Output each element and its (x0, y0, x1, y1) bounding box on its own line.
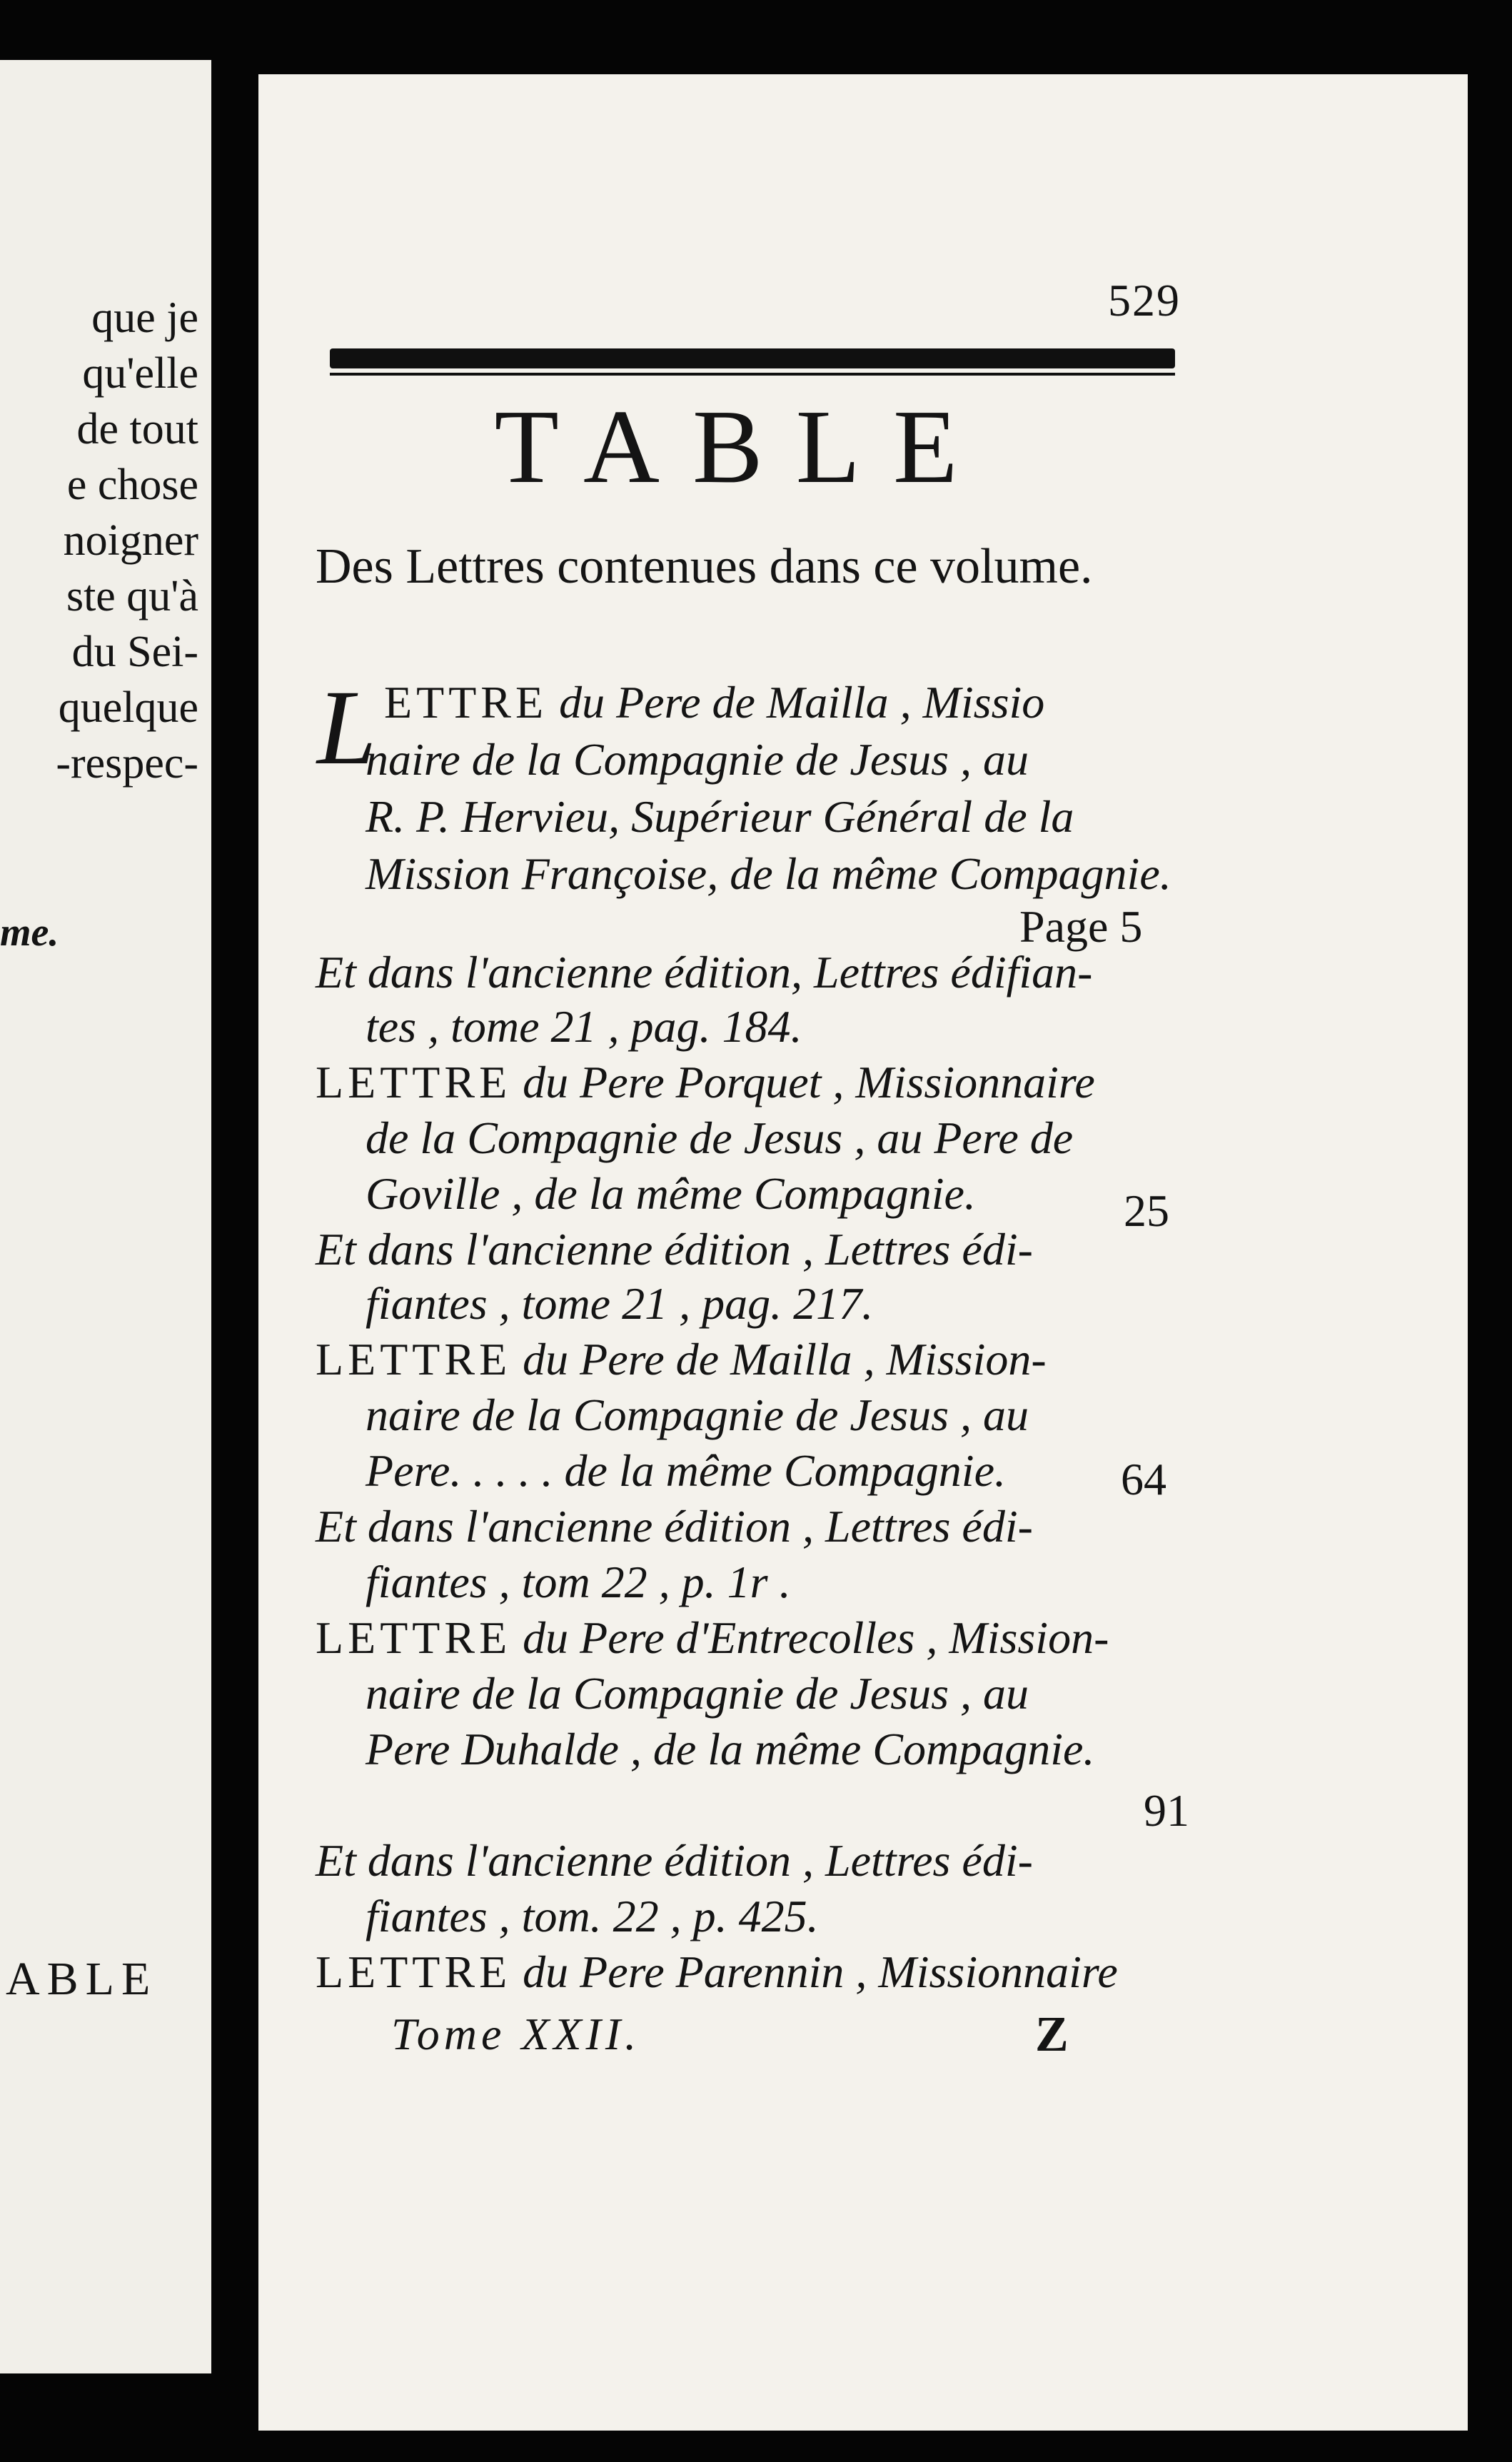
table-of-contents (258, 74, 1468, 2431)
entry-line (316, 1946, 1118, 1997)
entry-line: Pere Duhalde , de la même Compagnie. (366, 1724, 1095, 1774)
entry-page-ref: Page 5 (1019, 901, 1143, 952)
entry-line: Et dans l'ancienne édition , Lettres édi- (316, 1835, 1033, 1886)
left-page-line: quelque (58, 683, 198, 732)
entry-heading: LETTRE (316, 1612, 512, 1663)
right-page (258, 74, 1468, 2431)
entry-heading: LETTRE (316, 1946, 512, 1997)
entry-line: tes , tome 21 , pag. 184. (366, 1001, 802, 1052)
entry-page-ref: 64 (1121, 1454, 1166, 1504)
entry-line: Goville , de la même Compagnie. (366, 1168, 976, 1219)
left-page-line: de tout (76, 405, 198, 453)
entry-line: naire de la Compagnie de Jesus , au (366, 1390, 1029, 1440)
drop-cap: L (317, 668, 377, 787)
page-title: TABLE (494, 388, 991, 506)
entry-page-ref: 25 (1124, 1185, 1169, 1236)
entry-line (316, 1057, 1095, 1107)
entry-line: R. P. Hervieu, Supérieur Général de la (366, 791, 1074, 842)
entry-heading: LETTRE (316, 1057, 512, 1107)
entry-line: Et dans l'ancienne édition , Lettres édi- (316, 1224, 1033, 1275)
entry-line: Mission Françoise, de la même Compagnie. (366, 848, 1171, 899)
entry-line (316, 1334, 1047, 1385)
entry-line: Et dans l'ancienne édition, Lettres édifian- (316, 947, 1093, 998)
left-page-catchword: ABLE (6, 1953, 158, 2005)
left-page-line: e chose (66, 461, 198, 509)
page-subtitle: Des Lettres contenues dans ce volume. (316, 539, 1093, 594)
entry-line: fiantes , tom 22 , p. 1r . (366, 1557, 791, 1607)
entry-line: fiantes , tome 21 , pag. 217. (366, 1278, 874, 1329)
entry-text: du Pere d'Entrecolles , Mission- (523, 1612, 1109, 1663)
entry-heading: ETTRE (384, 677, 548, 728)
entry-line: naire de la Compagnie de Jesus , au (366, 1668, 1029, 1719)
entry-text: du Pere Parennin , Missionnaire (523, 1946, 1118, 1997)
entry-line (384, 677, 1045, 728)
left-page-line: que je (91, 293, 198, 342)
left-page-line: du Sei- (71, 628, 198, 676)
entry-line: Et dans l'ancienne édition , Lettres édi- (316, 1501, 1033, 1552)
entry-text: du Pere de Mailla , Mission- (523, 1334, 1047, 1385)
page-number: 529 (1108, 275, 1181, 326)
left-page-fragment: me. (0, 910, 59, 955)
left-page-line: ste qu'à (66, 572, 198, 620)
entry-line: naire de la Compagnie de Jesus , au (366, 734, 1029, 785)
left-page-line: noigner (63, 516, 198, 565)
entry-heading: LETTRE (316, 1334, 512, 1385)
entry-page-ref: 91 (1144, 1785, 1189, 1836)
entry-line: fiantes , tom. 22 , p. 425. (366, 1891, 819, 1941)
entry-line: Pere. . . . . de la même Compagnie. (366, 1445, 1006, 1496)
entry-text: du Pere de Mailla , Missio (559, 677, 1045, 728)
entry-line (316, 1612, 1109, 1663)
signature-mark: Tome XXII. (391, 2009, 641, 2059)
signature-letter: Z (1035, 2007, 1069, 2062)
left-page (0, 60, 211, 2373)
left-page-line: qu'elle (82, 349, 198, 398)
left-page-line: -respec- (56, 739, 198, 788)
entry-text: du Pere Porquet , Missionnaire (523, 1057, 1095, 1107)
entry-line: de la Compagnie de Jesus , au Pere de (366, 1112, 1074, 1163)
